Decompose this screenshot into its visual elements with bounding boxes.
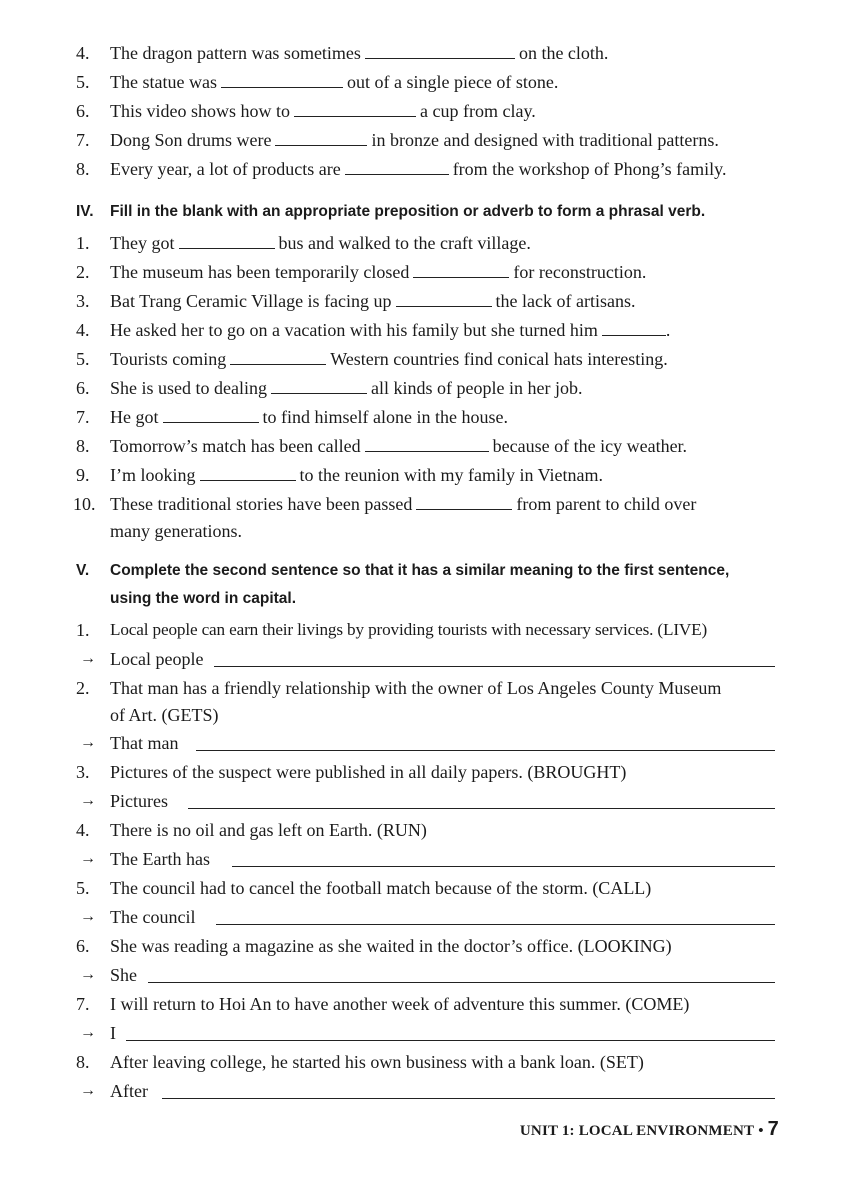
item-text: out of a single piece of stone.: [346, 72, 559, 92]
answer-blank[interactable]: [230, 346, 326, 365]
answer-start: Pictures: [110, 791, 168, 811]
arrow-icon: →: [80, 650, 96, 667]
unit-label: UNIT 1: LOCAL ENVIRONMENT: [519, 1123, 755, 1139]
item-text: for reconstruction.: [513, 262, 647, 282]
item-text: The dragon pattern was sometimes: [110, 43, 361, 63]
item-text: to find himself alone in the house.: [262, 407, 508, 427]
item-number: 9.: [76, 465, 90, 485]
section-number: V.: [76, 562, 90, 579]
answer-start: She: [110, 965, 137, 985]
answer-start: The Earth has: [110, 849, 210, 869]
answer-blank[interactable]: [602, 317, 666, 336]
answer-blank[interactable]: [163, 404, 259, 423]
exercise-item: [76, 69, 779, 95]
section-title: Complete the second sentence so that it has a similar meaning to the first sentence,: [110, 562, 730, 579]
item-text: The council had to cancel the football match because of the storm. (CALL): [110, 878, 652, 898]
section-title: Fill in the blank with an appropriate preposition or adverb to form a phrasal verb.: [110, 203, 706, 220]
answer-row: [76, 1078, 775, 1104]
answer-line[interactable]: [162, 1098, 775, 1099]
exercise-item: [76, 346, 779, 372]
item-text: This video shows how to: [110, 101, 290, 121]
answer-line[interactable]: [188, 808, 775, 809]
exercise-item: [76, 991, 779, 1017]
exercise-item: [76, 433, 779, 459]
item-number: 4.: [76, 320, 90, 340]
item-number: 8.: [76, 436, 90, 456]
item-text: She was reading a magazine as she waited in the doctor’s office. (LOOKING): [110, 936, 672, 956]
exercise-item: [73, 491, 779, 517]
item-number: 7.: [76, 407, 90, 427]
answer-row: [76, 904, 775, 930]
answer-start: Local people: [110, 649, 204, 669]
item-number: 8.: [76, 159, 90, 179]
item-text: Tourists coming: [110, 349, 227, 369]
item-text: After leaving college, he started his own business with a bank loan. (SET): [110, 1052, 644, 1072]
item-number: 2.: [76, 262, 90, 282]
arrow-icon: →: [80, 1082, 96, 1099]
section-title-line2: using the word in capital.: [110, 590, 297, 607]
item-text: Local people can earn their livings by providing tourists with necessary services. (LIVE): [110, 620, 708, 639]
answer-row: [76, 788, 775, 814]
item-text: from parent to child over: [516, 494, 697, 514]
exercise-item: [76, 156, 779, 182]
item-text: Western countries find conical hats interesting.: [330, 349, 668, 369]
exercise-item: [76, 375, 779, 401]
page-number: 7: [767, 1118, 779, 1140]
bullet-icon: •: [758, 1123, 764, 1139]
answer-blank[interactable]: [365, 40, 515, 59]
item-text: Every year, a lot of products are: [110, 159, 341, 179]
answer-blank[interactable]: [271, 375, 367, 394]
answer-row: [76, 846, 775, 872]
arrow-icon: →: [80, 850, 96, 867]
item-text: I will return to Hoi An to have another week of adventure this summer. (COME): [110, 994, 690, 1014]
item-text: That man has a friendly relationship with the owner of Los Angeles County Museum: [110, 678, 722, 698]
item-text: bus and walked to the craft village.: [278, 233, 531, 253]
arrow-icon: →: [80, 966, 96, 983]
item-number: 5.: [76, 349, 90, 369]
arrow-icon: →: [80, 908, 96, 925]
answer-blank[interactable]: [200, 462, 296, 481]
item-text: to the reunion with my family in Vietnam.: [299, 465, 604, 485]
item-text: Dong Son drums were: [110, 130, 272, 150]
item-number: 8.: [76, 1052, 90, 1072]
exercise-item: [76, 317, 779, 343]
exercise-item: [76, 98, 779, 124]
answer-row: [76, 646, 775, 672]
exercise-item: [76, 817, 779, 843]
item-number: 7.: [76, 130, 90, 150]
answer-line[interactable]: [126, 1040, 775, 1041]
answer-blank[interactable]: [416, 491, 512, 510]
answer-line[interactable]: [196, 750, 775, 751]
exercise-item: [76, 617, 789, 643]
exercise-item: [76, 759, 779, 785]
item-number: 6.: [76, 378, 90, 398]
item-text: in bronze and designed with traditional patterns.: [371, 130, 719, 150]
item-text: all kinds of people in her job.: [370, 378, 583, 398]
exercise-item: [76, 1049, 779, 1075]
item-number: 4.: [76, 43, 90, 63]
item-number: 6.: [76, 101, 90, 121]
item-text: Bat Trang Ceramic Village is facing up: [110, 291, 392, 311]
item-text: a cup from clay.: [420, 101, 536, 121]
item-text: from the workshop of Phong’s family.: [452, 159, 727, 179]
item-number: 1.: [76, 620, 90, 640]
item-number: 4.: [76, 820, 90, 840]
answer-row: [76, 1020, 775, 1046]
exercise-item: [76, 127, 779, 153]
exercise-item: [76, 675, 789, 701]
item-text: These traditional stories have been passed: [110, 494, 413, 514]
item-text: The museum has been temporarily closed: [110, 262, 410, 282]
answer-blank[interactable]: [294, 98, 416, 117]
section-number: IV.: [76, 203, 94, 220]
exercise-item: [76, 230, 779, 256]
item-number: 5.: [76, 72, 90, 92]
answer-blank[interactable]: [365, 433, 489, 452]
answer-blank[interactable]: [179, 230, 275, 249]
answer-line[interactable]: [232, 866, 775, 867]
item-text: She is used to dealing: [110, 378, 267, 398]
exercise-item: [76, 259, 779, 285]
exercise-item: [76, 404, 779, 430]
answer-start: That man: [110, 733, 179, 753]
item-number: 5.: [76, 878, 90, 898]
item-number: 10.: [73, 494, 96, 514]
item-number: 2.: [76, 678, 90, 698]
answer-line[interactable]: [214, 666, 775, 667]
answer-row: [76, 962, 775, 988]
exercise-item: [76, 933, 779, 959]
item-number: 3.: [76, 291, 90, 311]
item-text: on the cloth.: [518, 43, 609, 63]
item-number: 7.: [76, 994, 90, 1014]
exercise-item: [76, 40, 779, 66]
item-number: 1.: [76, 233, 90, 253]
item-text: They got: [110, 233, 175, 253]
item-text: because of the icy weather.: [492, 436, 688, 456]
exercise-item: [76, 462, 779, 488]
answer-start: After: [110, 1081, 148, 1101]
item-text: The statue was: [110, 72, 217, 92]
item-number: 6.: [76, 936, 90, 956]
arrow-icon: →: [80, 1024, 96, 1041]
item-text: He got: [110, 407, 159, 427]
answer-start: The council: [110, 907, 196, 927]
answer-blank[interactable]: [396, 288, 492, 307]
item-text: He asked her to go on a vacation with his family but she turned him: [110, 320, 598, 340]
page-footer: [520, 1118, 779, 1141]
answer-blank[interactable]: [413, 259, 509, 278]
answer-row: [76, 730, 775, 756]
answer-line[interactable]: [148, 982, 775, 983]
item-text: Pictures of the suspect were published in all daily papers. (BROUGHT): [110, 762, 627, 782]
exercise-item: [76, 288, 779, 314]
answer-blank[interactable]: [275, 127, 367, 146]
item-text: There is no oil and gas left on Earth. (RUN): [110, 820, 427, 840]
answer-start: I: [110, 1023, 116, 1043]
exercise-item: [76, 875, 779, 901]
item-continuation: many generations.: [110, 521, 242, 541]
answer-line[interactable]: [216, 924, 775, 925]
item-number: 3.: [76, 762, 90, 782]
item-text: the lack of artisans.: [495, 291, 636, 311]
answer-blank[interactable]: [345, 156, 449, 175]
arrow-icon: →: [80, 792, 96, 809]
arrow-icon: →: [80, 734, 96, 751]
item-continuation: of Art. (GETS): [110, 705, 219, 725]
item-text: Tomorrow’s match has been called: [110, 436, 361, 456]
answer-blank[interactable]: [221, 69, 343, 88]
item-text: .: [665, 320, 671, 340]
item-text: I’m looking: [110, 465, 196, 485]
